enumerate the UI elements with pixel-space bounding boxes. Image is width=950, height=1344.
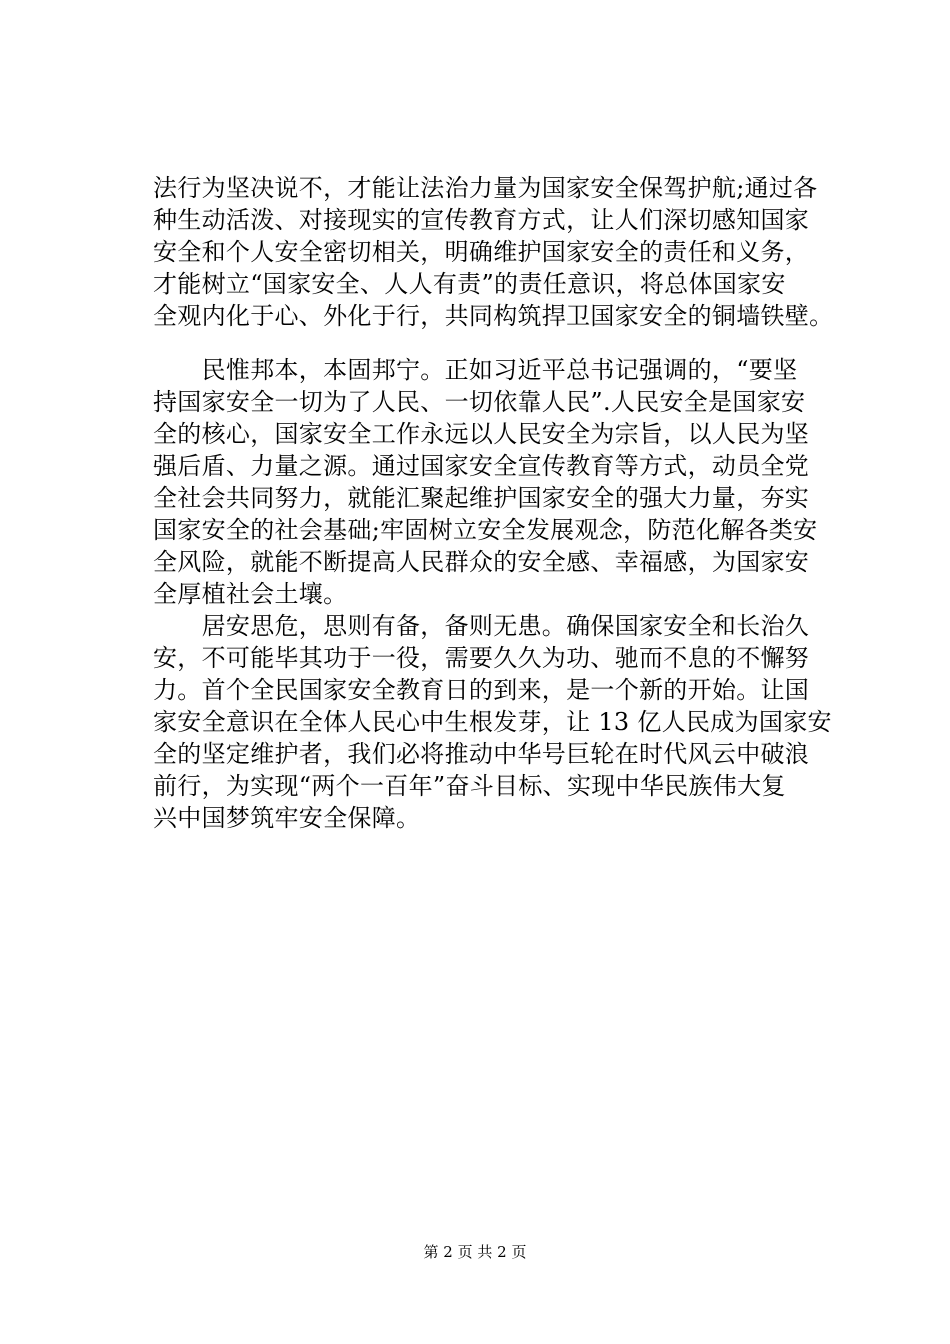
- paragraph-gap: [153, 332, 873, 354]
- text-line: 国家安全的社会基础;牢固树立安全发展观念，防范化解各类安: [153, 516, 818, 544]
- text-line: 家安全意识在全体人民心中生根发芽，让 13 亿人民成为国家安: [153, 708, 832, 736]
- text-line: 全观内化于心、外化于行，共同构筑捍卫国家安全的铜墙铁壁。: [153, 302, 834, 330]
- text-line: 种生动活泼、对接现实的宣传教育方式，让人们深切感知国家: [153, 206, 810, 234]
- text-line: 全的核心，国家安全工作永远以人民安全为宗旨，以人民为坚: [153, 420, 810, 448]
- text-line: 安，不可能毕其功于一役，需要久久为功、驰而不息的不懈努: [153, 644, 810, 672]
- text-line: 力。首个全民国家安全教育日的到来，是一个新的开始。让国: [153, 676, 810, 704]
- text-line: 全厚植社会土壤。: [153, 580, 348, 608]
- text-line: 民惟邦本，本固邦宁。正如习近平总书记强调的，“要坚: [153, 356, 798, 384]
- paragraph: [153, 172, 873, 332]
- text-line: 安全和个人安全密切相关，明确维护国家安全的责任和义务，: [153, 238, 810, 266]
- text-line: 全的坚定维护者，我们必将推动中华号巨轮在时代风云中破浪: [153, 740, 810, 768]
- text-line: 强后盾、力量之源。通过国家安全宣传教育等方式，动员全党: [153, 452, 810, 480]
- paragraph: [153, 610, 873, 834]
- text-line: 才能树立“国家安全、人人有责”的责任意识，将总体国家安: [153, 270, 786, 298]
- paragraph: [153, 354, 873, 610]
- page-footer: 第 2 页 共 2 页: [423, 1243, 527, 1261]
- text-line: 全风险，就能不断提高人民群众的安全感、幸福感，为国家安: [153, 548, 810, 576]
- text-line: 持国家安全一切为了人民、一切依靠人民”.人民安全是国家安: [153, 388, 806, 416]
- text-line: 兴中国梦筑牢安全保障。: [153, 804, 421, 832]
- text-line: 全社会共同努力，就能汇聚起维护国家安全的强大力量，夯实: [153, 484, 810, 512]
- document-body: [153, 172, 873, 834]
- text-line: 居安思危，思则有备，备则无患。确保国家安全和长治久: [153, 612, 810, 640]
- text-line: 法行为坚决说不，才能让法治力量为国家安全保驾护航;通过各: [153, 174, 818, 202]
- text-line: 前行，为实现“两个一百年”奋斗目标、实现中华民族伟大复: [153, 772, 786, 800]
